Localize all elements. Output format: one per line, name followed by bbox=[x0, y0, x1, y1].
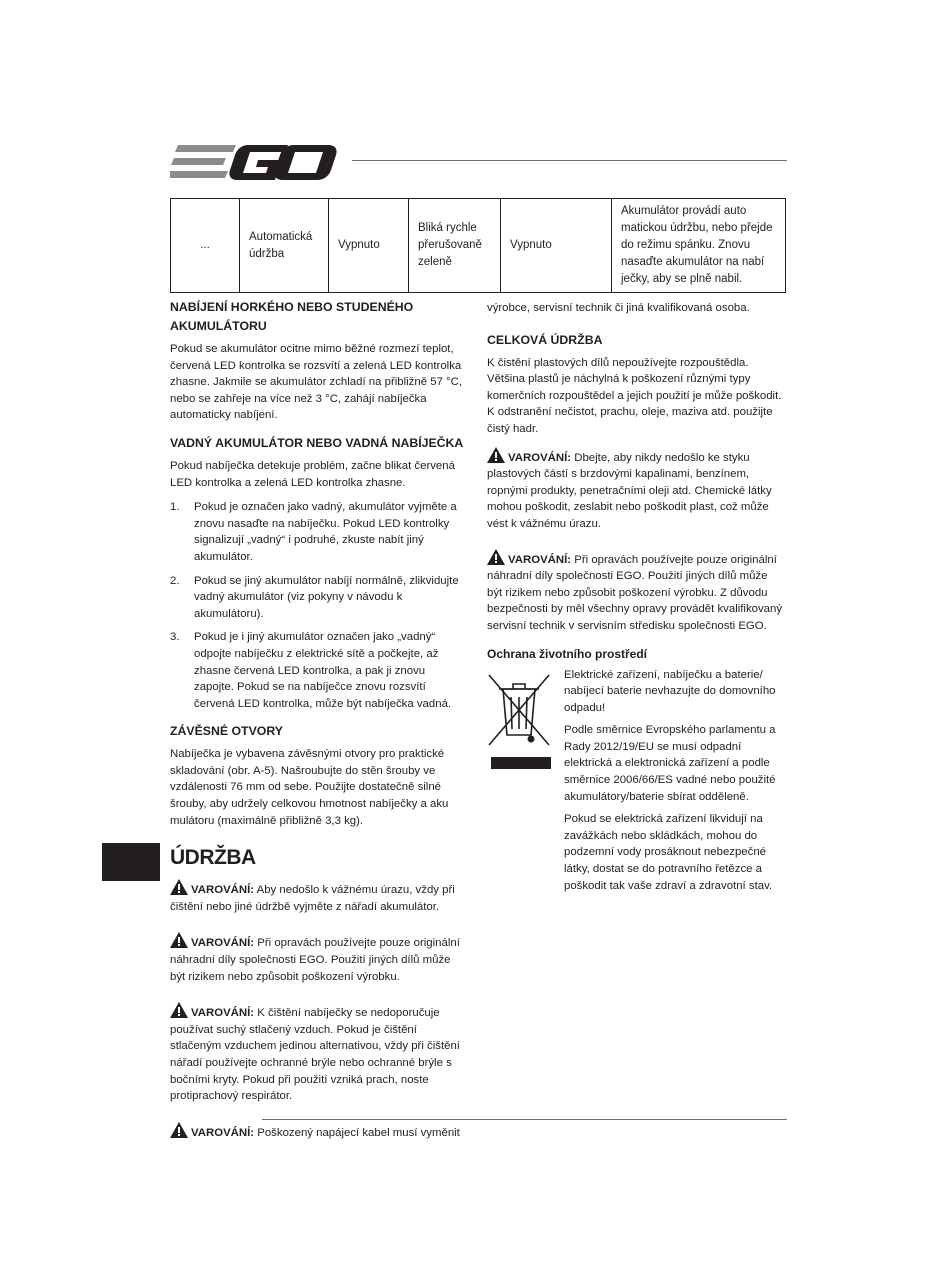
warning-label: VAROVÁNÍ: bbox=[191, 937, 255, 950]
section-tab-marker bbox=[102, 843, 160, 881]
section-heading: Ochrana životního prostředí bbox=[487, 646, 648, 661]
paragraph: Podle směrnice Evropského parlamentu a Rady 2012/19/EU se musí odpadní elektrická a elektronická zařízení a podle směrnice 2006/66/ES vadné nebo použité akumulátory/baterie sbírat odděleně. bbox=[564, 724, 776, 803]
paragraph: Pokud se akumulátor ocitne mimo běžné rozmezí teplot, červená LED kontrolka se rozsvítí a zelená LED kontrolka zhasne. Jakmile se akumulátor zchladí na přibližně 57 °C, nebo se zahřeje na více než 3 °C, zahájí nabíječka automaticky nabíjení. bbox=[170, 343, 462, 422]
environment-block bbox=[487, 667, 784, 895]
status-table bbox=[170, 198, 786, 293]
warning-paragraph bbox=[487, 549, 784, 635]
list-number: 2. bbox=[170, 574, 180, 587]
table-row bbox=[171, 199, 786, 293]
ego-logo bbox=[170, 143, 340, 183]
warning-icon bbox=[487, 447, 505, 463]
warning-label: VAROVÁNÍ: bbox=[508, 451, 572, 464]
paragraph: Pokud se elektrická zařízení likvidují na zavážkách nebo skládkách, mohou do podzemní vody prosáknout nebezpečné látky, dostat se do potravního řetězce a poškodit tak vaše zdraví a zdravotní stav. bbox=[564, 813, 773, 892]
table-cell: Akumulátor provádí auto matickou údržbu, nebo přejde do režimu spánku. Znovu nasaďte akumulátor na nabí ječky, aby se plně nabil. bbox=[612, 199, 786, 293]
list-item bbox=[170, 573, 467, 623]
warning-icon bbox=[170, 1002, 188, 1018]
list-text: Pokud je i jiný akumulátor označen jako „vadný“ odpojte nabíječku z elektrické sítě a počkejte, až zhasne červená LED kontrolka, a pak ji znovu zapojte. Pokud se na nabíječce znovu rozsvítí červená LED kontrolka, může být nabíječka vadná. bbox=[194, 631, 452, 710]
warning-text: Dbejte, aby nikdy nedošlo ke styku plastových částí s brzdovými kapalinami, benzínem, ropnými produkty, penetračními oleji atd. Chemické látky mohou poškodit, zeslabit nebo poškodit plast, což může vést k vážnému úrazu. bbox=[487, 451, 772, 530]
warning-icon bbox=[487, 549, 505, 565]
table-cell: Bliká rychle přerušovaně zeleně bbox=[409, 199, 501, 293]
table-cell: ... bbox=[171, 199, 240, 293]
table-cell: Vypnuto bbox=[501, 199, 612, 293]
warning-text: Při opravách používejte pouze originální náhradní díly společnosti EGO. Použití jiných dílů může být rizikem nebo způsobit poškození výrobku. bbox=[170, 937, 460, 983]
list-item bbox=[170, 499, 467, 565]
warning-text: Při opravách používejte pouze originální náhradní díly společnosti EGO. Použití jiných dílů může být rizikem nebo způsobit poškození výrobku. Z důvodu bezpečnosti by měl všechny opravy provádět kvalifikovaný servisní technik v servisním středisku společnosti EGO. bbox=[487, 553, 783, 632]
warning-paragraph bbox=[487, 447, 784, 533]
list-text: Pokud se jiný akumulátor nabíjí normálně, zlikvidujte vadný akumulátor (viz pokyny v návodu k akumulátoru). bbox=[194, 574, 459, 620]
section-heading: ZÁVĚSNÉ OTVORY bbox=[170, 724, 283, 739]
list-text: Pokud je označen jako vadný, akumulátor vyjměte a znovu nasaďte na nabíječku. Pokud LED kontrolky signalizují „vadný“ i podruhé, zkuste nabít jiný akumulátor. bbox=[194, 501, 457, 563]
warning-icon bbox=[170, 932, 188, 948]
warning-paragraph bbox=[170, 932, 467, 985]
section-heading: CELKOVÁ ÚDRŽBA bbox=[487, 332, 603, 347]
paragraph: Pokud nabíječka detekuje problém, začne blikat červená LED kontrolka a zelená LED kontrolka zhasne. bbox=[170, 459, 455, 489]
warning-label: VAROVÁNÍ: bbox=[191, 1007, 255, 1020]
left-column bbox=[170, 298, 467, 1141]
warning-text: K čištění nabíječky se nedoporučuje používat suchý stlačený vzduch. Pokud je čištění stlačeným vzduchem jedinou alternativou, vždy při čištění nářadí používejte ochranné brýle nebo ochranné brýle s bočními kryty. Pokud při použití vzniká prach, noste protiprachový respirátor. bbox=[170, 1007, 460, 1103]
warning-paragraph bbox=[170, 1002, 467, 1105]
list-number: 1. bbox=[170, 501, 180, 514]
footer-rule bbox=[262, 1119, 787, 1120]
warning-paragraph bbox=[170, 879, 467, 915]
right-column bbox=[487, 300, 784, 894]
list-number: 3. bbox=[170, 631, 180, 644]
weee-symbol bbox=[487, 673, 551, 775]
table-cell: Vypnuto bbox=[329, 199, 409, 293]
paragraph: Elektrické zařízení, nabíječku a baterie/ nabíjecí baterie nevhazujte do domovního odpadu! bbox=[564, 668, 776, 714]
table-cell: Automatická údržba bbox=[240, 199, 329, 293]
list-item bbox=[170, 629, 467, 712]
warning-paragraph bbox=[170, 1122, 467, 1142]
crossed-bin-icon bbox=[487, 673, 551, 769]
warning-text: Aby nedošlo k vážnému úrazu, vždy při čištění nebo jiné údržbě vyjměte z nářadí akumulátor. bbox=[170, 884, 455, 913]
warning-text: Poškozený napájecí kabel musí vyměnit bbox=[257, 1126, 460, 1139]
warning-label: VAROVÁNÍ: bbox=[191, 1126, 255, 1139]
section-heading: VADNÝ AKUMULÁTOR NEBO VADNÁ NABÍJEČKA bbox=[170, 435, 464, 450]
paragraph: Nabíječka je vybavena závěsnými otvory pro praktické skladování (obr. A-5). Našroubujte do stěn šrouby ve vzdálenosti 76 mm od sebe. Použijte dostatečně silné šrouby, aby udržely celkovou hmotnost nabíječky a aku mulátoru (maximálně přibližně 3,3 kg). bbox=[170, 748, 449, 827]
steps-list bbox=[170, 499, 467, 712]
warning-label: VAROVÁNÍ: bbox=[191, 884, 255, 897]
paragraph: K čistění plastových dílů nepoužívejte rozpouštědla. Většina plastů je náchylná k poškození různými typy komerčních rozpouštědel a jejich použití je může poškodit. K odstranění nečistot, prachu, oleje, maziva atd. použijte čistý hadr. bbox=[487, 356, 782, 435]
environment-text bbox=[564, 667, 784, 895]
section-heading: NABÍJENÍ HORKÉHO NEBO STUDENÉHO AKUMULÁTORU bbox=[170, 300, 414, 333]
paragraph: výrobce, servisní technik či jiná kvalifikovaná osoba. bbox=[487, 302, 750, 314]
warning-icon bbox=[170, 879, 188, 895]
chapter-heading: ÚDRŽBA bbox=[170, 846, 256, 870]
warning-icon bbox=[170, 1122, 188, 1138]
warning-label: VAROVÁNÍ: bbox=[508, 553, 572, 566]
header-rule bbox=[352, 160, 787, 161]
